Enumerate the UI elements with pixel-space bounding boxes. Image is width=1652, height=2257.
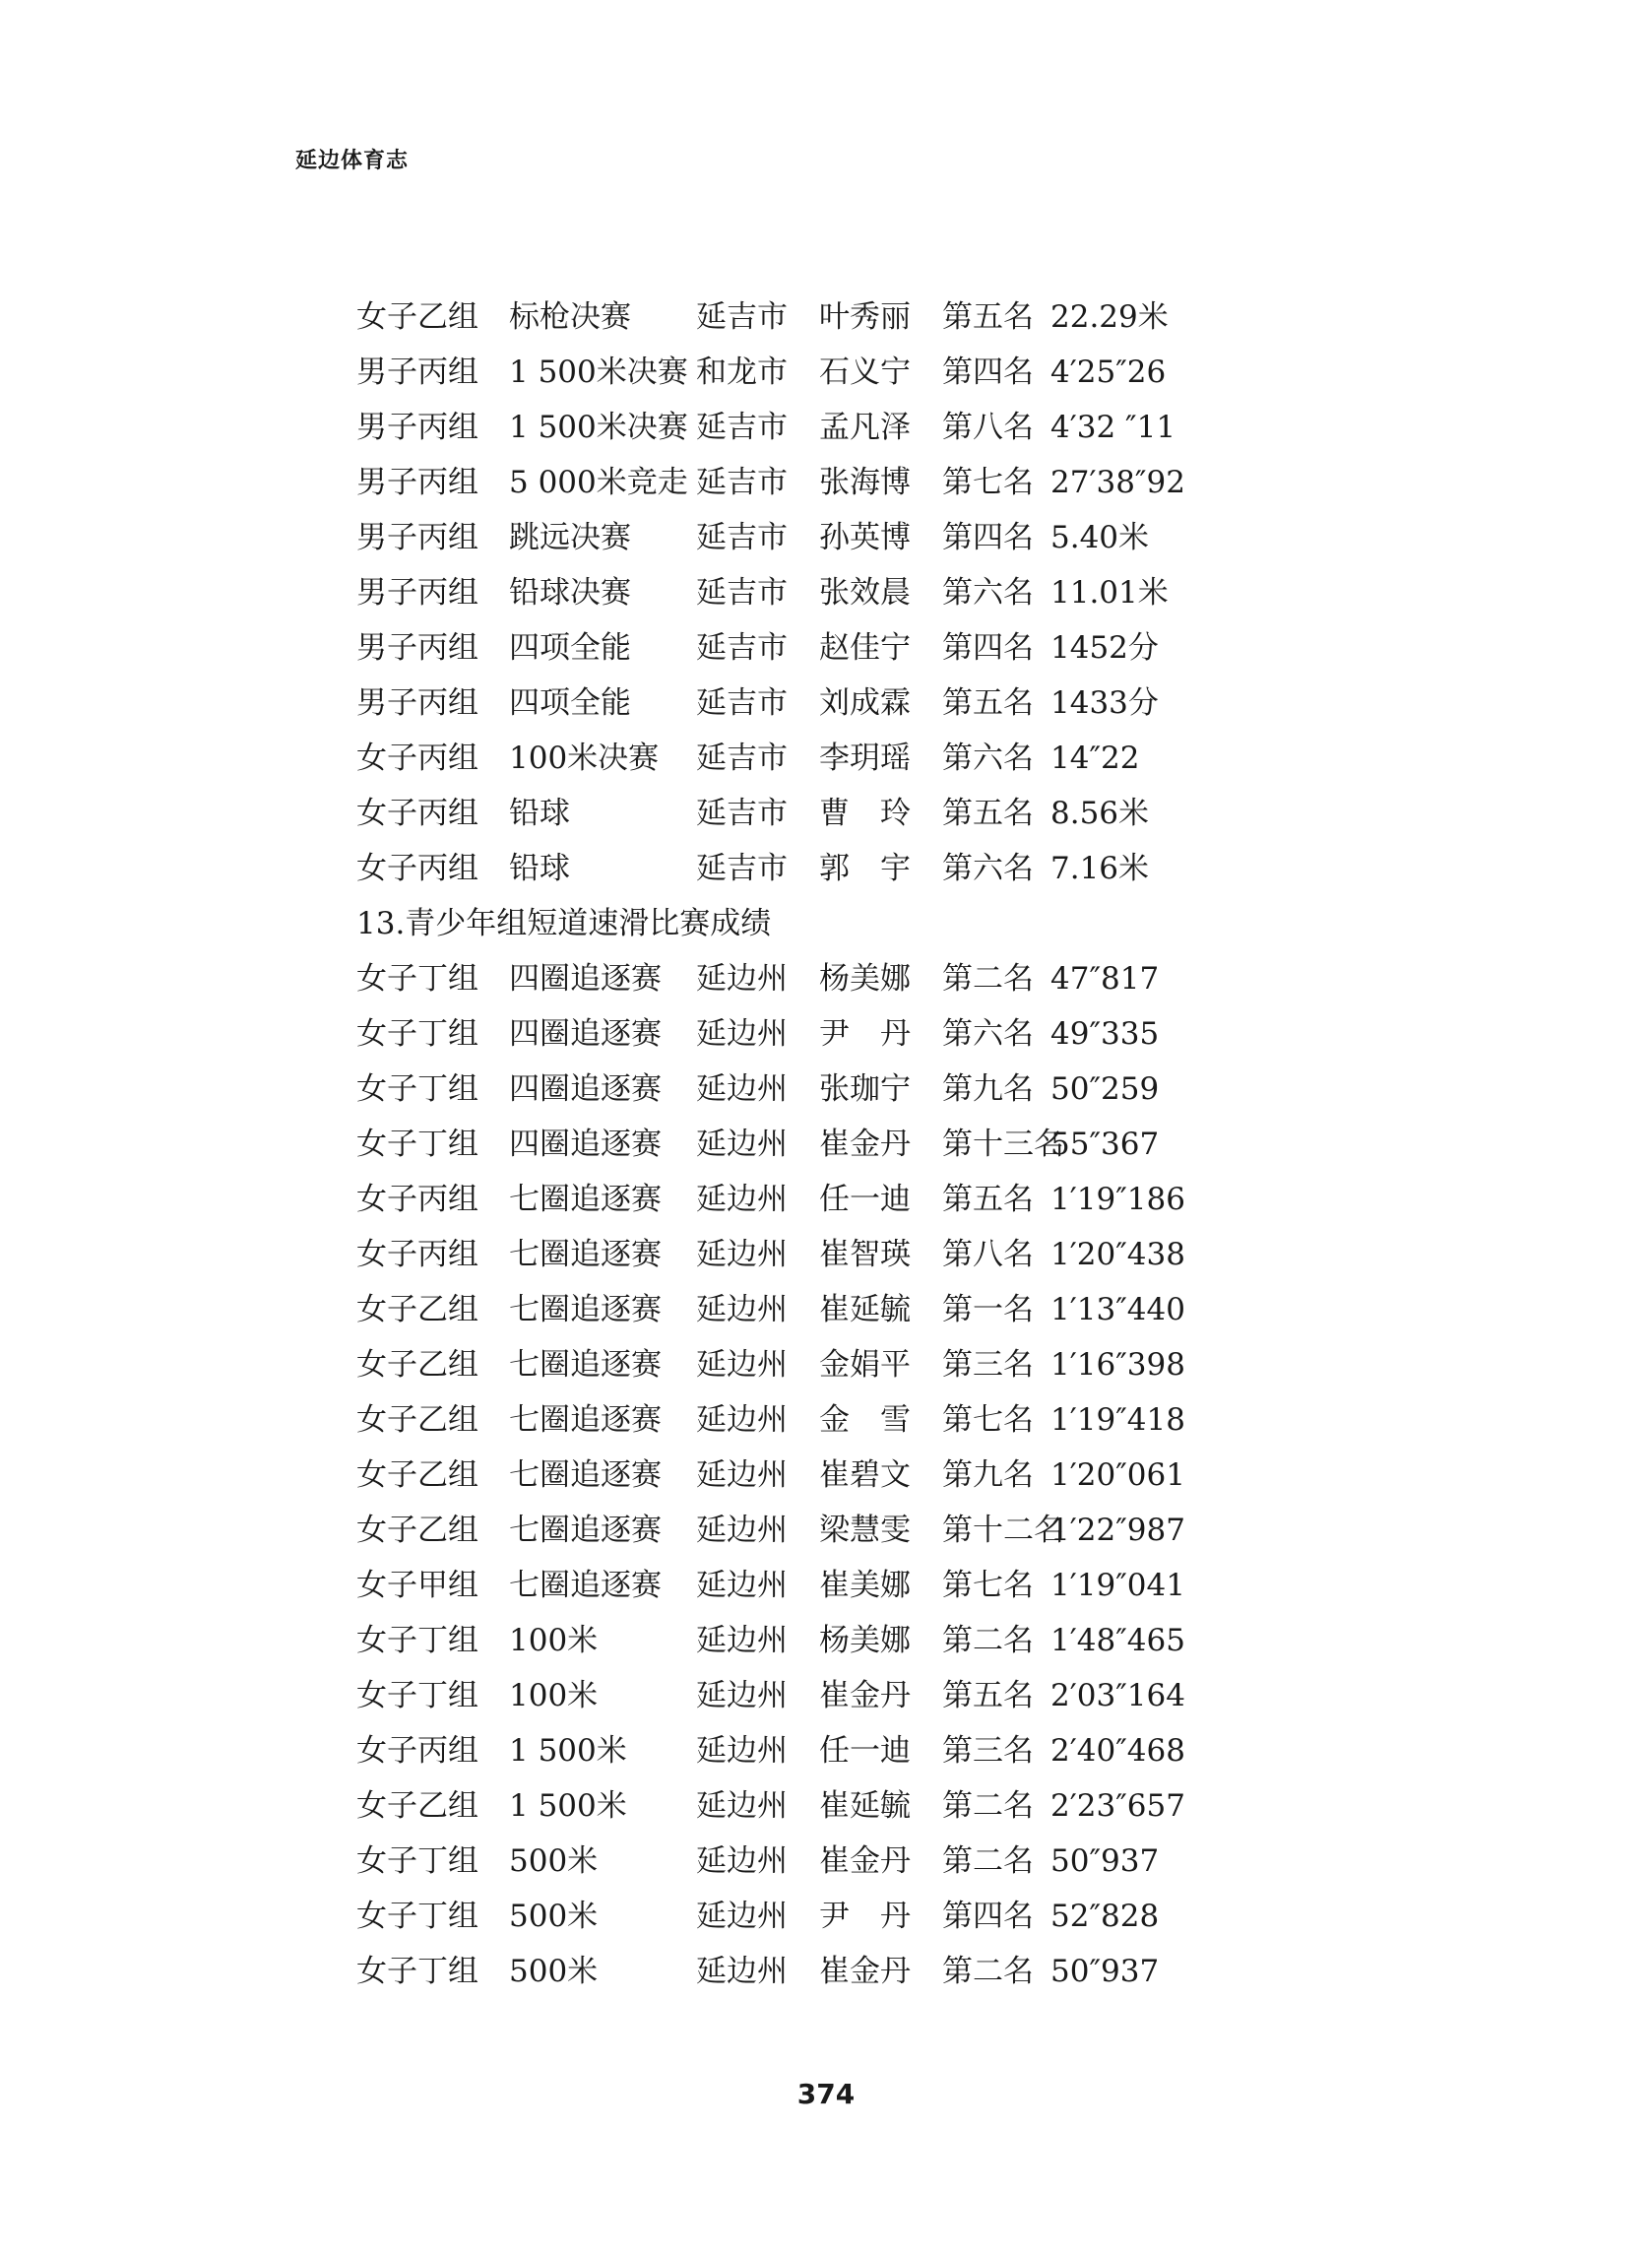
event-cell: 500米 bbox=[509, 1899, 599, 1934]
unit-cell: 延边州 bbox=[696, 1127, 788, 1162]
result-row bbox=[356, 1503, 1341, 1558]
result-cell: 49″335 bbox=[1050, 1016, 1160, 1052]
unit-cell: 延吉市 bbox=[696, 465, 788, 500]
place-cell: 第八名 bbox=[942, 410, 1034, 445]
event-cell: 1 500米 bbox=[509, 1733, 627, 1769]
athlete-name-cell: 崔金丹 bbox=[819, 1843, 911, 1879]
event-cell: 100米决赛 bbox=[509, 741, 660, 776]
place-cell: 第六名 bbox=[942, 1016, 1034, 1052]
event-cell: 铅球 bbox=[509, 851, 570, 886]
result-cell: 22.29米 bbox=[1050, 299, 1169, 335]
athlete-name-cell: 张海博 bbox=[819, 465, 911, 500]
result-cell: 1′16″398 bbox=[1050, 1347, 1185, 1383]
athlete-name-cell: 尹 丹 bbox=[819, 1899, 911, 1934]
group-cell: 女子丁组 bbox=[356, 1127, 478, 1162]
result-row bbox=[356, 510, 1341, 565]
group-cell: 女子乙组 bbox=[356, 1292, 478, 1327]
athlete-name-cell: 崔延毓 bbox=[819, 1292, 911, 1327]
result-cell: 14″22 bbox=[1050, 741, 1140, 776]
unit-cell: 延边州 bbox=[696, 1733, 788, 1769]
event-cell: 四圈追逐赛 bbox=[509, 1016, 662, 1052]
group-cell: 女子甲组 bbox=[356, 1568, 478, 1603]
result-cell: 1′13″440 bbox=[1050, 1292, 1185, 1327]
event-cell: 标枪决赛 bbox=[509, 299, 631, 335]
athlete-name-cell: 张珈宁 bbox=[819, 1071, 911, 1107]
result-row bbox=[356, 1613, 1341, 1668]
event-cell: 七圈追逐赛 bbox=[509, 1347, 662, 1383]
result-row bbox=[356, 1392, 1341, 1448]
result-cell: 11.01米 bbox=[1050, 575, 1169, 611]
event-cell: 500米 bbox=[509, 1954, 599, 1989]
result-row bbox=[356, 455, 1341, 510]
result-row bbox=[356, 400, 1341, 455]
unit-cell: 延吉市 bbox=[696, 851, 788, 886]
place-cell: 第六名 bbox=[942, 741, 1034, 776]
group-cell: 男子丙组 bbox=[356, 520, 478, 555]
result-row bbox=[356, 951, 1341, 1006]
athlete-name-cell: 崔延毓 bbox=[819, 1788, 911, 1824]
unit-cell: 延吉市 bbox=[696, 741, 788, 776]
group-cell: 男子丙组 bbox=[356, 410, 478, 445]
athlete-name-cell: 崔美娜 bbox=[819, 1568, 911, 1603]
athlete-name-cell: 金娟平 bbox=[819, 1347, 911, 1383]
result-cell: 1433分 bbox=[1050, 685, 1159, 721]
group-cell: 女子丙组 bbox=[356, 741, 478, 776]
place-cell: 第四名 bbox=[942, 520, 1034, 555]
result-cell: 7.16米 bbox=[1050, 851, 1150, 886]
place-cell: 第五名 bbox=[942, 1182, 1034, 1217]
place-cell: 第六名 bbox=[942, 851, 1034, 886]
place-cell: 第五名 bbox=[942, 1678, 1034, 1713]
result-cell: 1′19″418 bbox=[1050, 1402, 1185, 1438]
result-row bbox=[356, 1282, 1341, 1337]
group-cell: 女子丙组 bbox=[356, 851, 478, 886]
unit-cell: 延边州 bbox=[696, 1843, 788, 1879]
athlete-name-cell: 孙英博 bbox=[819, 520, 911, 555]
event-cell: 四圈追逐赛 bbox=[509, 1071, 662, 1107]
event-cell: 七圈追逐赛 bbox=[509, 1457, 662, 1493]
group-cell: 女子丁组 bbox=[356, 1016, 478, 1052]
athlete-name-cell: 郭 宇 bbox=[819, 851, 911, 886]
athlete-name-cell: 尹 丹 bbox=[819, 1016, 911, 1052]
unit-cell: 延边州 bbox=[696, 1237, 788, 1272]
event-cell: 七圈追逐赛 bbox=[509, 1513, 662, 1548]
unit-cell: 延吉市 bbox=[696, 685, 788, 721]
result-cell: 50″937 bbox=[1050, 1954, 1160, 1989]
event-cell: 跳远决赛 bbox=[509, 520, 631, 555]
group-cell: 女子丙组 bbox=[356, 1733, 478, 1769]
results-list bbox=[356, 290, 1341, 1999]
athlete-name-cell: 李玥瑶 bbox=[819, 741, 911, 776]
result-cell: 47″817 bbox=[1050, 961, 1160, 997]
result-row bbox=[356, 676, 1341, 731]
result-cell: 55″367 bbox=[1050, 1127, 1160, 1162]
result-cell: 52″828 bbox=[1050, 1899, 1160, 1934]
place-cell: 第五名 bbox=[942, 796, 1034, 831]
result-row bbox=[356, 1778, 1341, 1834]
result-cell: 2′40″468 bbox=[1050, 1733, 1185, 1769]
place-cell: 第二名 bbox=[942, 1954, 1034, 1989]
result-row bbox=[356, 841, 1341, 896]
event-cell: 1 500米 bbox=[509, 1788, 627, 1824]
event-cell: 四项全能 bbox=[509, 685, 631, 721]
result-cell: 1′20″061 bbox=[1050, 1457, 1185, 1493]
place-cell: 第七名 bbox=[942, 1402, 1034, 1438]
unit-cell: 延吉市 bbox=[696, 630, 788, 666]
result-row bbox=[356, 786, 1341, 841]
event-cell: 四圈追逐赛 bbox=[509, 1127, 662, 1162]
athlete-name-cell: 杨美娜 bbox=[819, 1623, 911, 1658]
place-cell: 第五名 bbox=[942, 299, 1034, 335]
unit-cell: 延边州 bbox=[696, 961, 788, 997]
athletics-results bbox=[356, 290, 1341, 896]
result-row bbox=[356, 1006, 1341, 1062]
group-cell: 女子丁组 bbox=[356, 1623, 478, 1658]
group-cell: 男子丙组 bbox=[356, 575, 478, 611]
event-cell: 100米 bbox=[509, 1623, 599, 1658]
group-cell: 女子丁组 bbox=[356, 961, 478, 997]
result-row bbox=[356, 1117, 1341, 1172]
page-number: 374 bbox=[796, 2078, 856, 2110]
place-cell: 第三名 bbox=[942, 1347, 1034, 1383]
result-cell: 1′19″041 bbox=[1050, 1568, 1185, 1603]
unit-cell: 和龙市 bbox=[696, 355, 788, 390]
unit-cell: 延边州 bbox=[696, 1623, 788, 1658]
result-row bbox=[356, 1062, 1341, 1117]
result-row bbox=[356, 1668, 1341, 1723]
result-cell: 5.40米 bbox=[1050, 520, 1150, 555]
place-cell: 第二名 bbox=[942, 1843, 1034, 1879]
result-cell: 1452分 bbox=[1050, 630, 1159, 666]
athlete-name-cell: 梁慧雯 bbox=[819, 1513, 911, 1548]
unit-cell: 延边州 bbox=[696, 1016, 788, 1052]
place-cell: 第二名 bbox=[942, 1623, 1034, 1658]
event-cell: 5 000米竞走 bbox=[509, 465, 688, 500]
event-cell: 100米 bbox=[509, 1678, 599, 1713]
group-cell: 女子丙组 bbox=[356, 1182, 478, 1217]
place-cell: 第二名 bbox=[942, 1788, 1034, 1824]
result-row bbox=[356, 1448, 1341, 1503]
unit-cell: 延边州 bbox=[696, 1457, 788, 1493]
group-cell: 男子丙组 bbox=[356, 465, 478, 500]
result-row bbox=[356, 1889, 1341, 1944]
group-cell: 女子乙组 bbox=[356, 1402, 478, 1438]
result-row bbox=[356, 1723, 1341, 1778]
unit-cell: 延边州 bbox=[696, 1678, 788, 1713]
group-cell: 女子丁组 bbox=[356, 1071, 478, 1107]
result-row bbox=[356, 1944, 1341, 1999]
result-row bbox=[356, 565, 1341, 620]
place-cell: 第九名 bbox=[942, 1457, 1034, 1493]
athlete-name-cell: 张效晨 bbox=[819, 575, 911, 611]
result-cell: 50″259 bbox=[1050, 1071, 1160, 1107]
unit-cell: 延边州 bbox=[696, 1568, 788, 1603]
running-header: 延边体育志 bbox=[295, 149, 410, 173]
athlete-name-cell: 叶秀丽 bbox=[819, 299, 911, 335]
result-row bbox=[356, 345, 1341, 400]
group-cell: 男子丙组 bbox=[356, 630, 478, 666]
unit-cell: 延吉市 bbox=[696, 575, 788, 611]
result-row bbox=[356, 290, 1341, 345]
place-cell: 第六名 bbox=[942, 575, 1034, 611]
place-cell: 第二名 bbox=[942, 961, 1034, 997]
group-cell: 女子乙组 bbox=[356, 299, 478, 335]
result-cell: 4′25″26 bbox=[1050, 355, 1167, 390]
athlete-name-cell: 金 雪 bbox=[819, 1402, 911, 1438]
athlete-name-cell: 崔金丹 bbox=[819, 1127, 911, 1162]
event-cell: 1 500米决赛 bbox=[509, 355, 688, 390]
place-cell: 第五名 bbox=[942, 685, 1034, 721]
group-cell: 女子乙组 bbox=[356, 1457, 478, 1493]
place-cell: 第七名 bbox=[942, 465, 1034, 500]
result-cell: 27′38″92 bbox=[1050, 465, 1185, 500]
place-cell: 第四名 bbox=[942, 355, 1034, 390]
result-cell: 8.56米 bbox=[1050, 796, 1150, 831]
event-cell: 七圈追逐赛 bbox=[509, 1402, 662, 1438]
unit-cell: 延边州 bbox=[696, 1899, 788, 1934]
place-cell: 第一名 bbox=[942, 1292, 1034, 1327]
unit-cell: 延边州 bbox=[696, 1347, 788, 1383]
place-cell: 第七名 bbox=[942, 1568, 1034, 1603]
place-cell: 第四名 bbox=[942, 630, 1034, 666]
group-cell: 女子丁组 bbox=[356, 1678, 478, 1713]
place-cell: 第十二名 bbox=[942, 1513, 1064, 1548]
athlete-name-cell: 崔金丹 bbox=[819, 1678, 911, 1713]
athlete-name-cell: 曹 玲 bbox=[819, 796, 911, 831]
result-row bbox=[356, 1172, 1341, 1227]
event-cell: 七圈追逐赛 bbox=[509, 1182, 662, 1217]
result-row bbox=[356, 731, 1341, 786]
event-cell: 铅球 bbox=[509, 796, 570, 831]
result-cell: 1′19″186 bbox=[1050, 1182, 1185, 1217]
unit-cell: 延边州 bbox=[696, 1182, 788, 1217]
result-cell: 1′20″438 bbox=[1050, 1237, 1185, 1272]
place-cell: 第十三名 bbox=[942, 1127, 1064, 1162]
group-cell: 女子丁组 bbox=[356, 1843, 478, 1879]
athlete-name-cell: 崔金丹 bbox=[819, 1954, 911, 1989]
athlete-name-cell: 杨美娜 bbox=[819, 961, 911, 997]
event-cell: 四圈追逐赛 bbox=[509, 961, 662, 997]
place-cell: 第三名 bbox=[942, 1733, 1034, 1769]
result-cell: 1′48″465 bbox=[1050, 1623, 1185, 1658]
group-cell: 女子丙组 bbox=[356, 796, 478, 831]
result-cell: 1′22″987 bbox=[1050, 1513, 1185, 1548]
event-cell: 七圈追逐赛 bbox=[509, 1237, 662, 1272]
event-cell: 1 500米决赛 bbox=[509, 410, 688, 445]
unit-cell: 延边州 bbox=[696, 1071, 788, 1107]
section-heading: 13.青少年组短道速滑比赛成绩 bbox=[356, 906, 772, 941]
group-cell: 女子乙组 bbox=[356, 1513, 478, 1548]
group-cell: 女子丁组 bbox=[356, 1954, 478, 1989]
result-row bbox=[356, 1834, 1341, 1889]
athlete-name-cell: 任一迪 bbox=[819, 1182, 911, 1217]
result-cell: 4′32 ″11 bbox=[1050, 410, 1176, 445]
group-cell: 女子丁组 bbox=[356, 1899, 478, 1934]
group-cell: 女子乙组 bbox=[356, 1788, 478, 1824]
unit-cell: 延吉市 bbox=[696, 796, 788, 831]
speed-skating-results bbox=[356, 951, 1341, 1999]
place-cell: 第八名 bbox=[942, 1237, 1034, 1272]
group-cell: 女子丙组 bbox=[356, 1237, 478, 1272]
athlete-name-cell: 孟凡泽 bbox=[819, 410, 911, 445]
group-cell: 女子乙组 bbox=[356, 1347, 478, 1383]
unit-cell: 延吉市 bbox=[696, 410, 788, 445]
athlete-name-cell: 石义宁 bbox=[819, 355, 911, 390]
result-cell: 50″937 bbox=[1050, 1843, 1160, 1879]
unit-cell: 延吉市 bbox=[696, 520, 788, 555]
unit-cell: 延边州 bbox=[696, 1954, 788, 1989]
result-row bbox=[356, 1227, 1341, 1282]
result-cell: 2′03″164 bbox=[1050, 1678, 1185, 1713]
event-cell: 七圈追逐赛 bbox=[509, 1568, 662, 1603]
group-cell: 男子丙组 bbox=[356, 685, 478, 721]
result-row bbox=[356, 620, 1341, 676]
athlete-name-cell: 崔智瑛 bbox=[819, 1237, 911, 1272]
place-cell: 第九名 bbox=[942, 1071, 1034, 1107]
place-cell: 第四名 bbox=[942, 1899, 1034, 1934]
group-cell: 男子丙组 bbox=[356, 355, 478, 390]
result-row bbox=[356, 1337, 1341, 1392]
unit-cell: 延边州 bbox=[696, 1292, 788, 1327]
result-row bbox=[356, 1558, 1341, 1613]
unit-cell: 延边州 bbox=[696, 1513, 788, 1548]
athlete-name-cell: 崔碧文 bbox=[819, 1457, 911, 1493]
unit-cell: 延边州 bbox=[696, 1402, 788, 1438]
athlete-name-cell: 任一迪 bbox=[819, 1733, 911, 1769]
event-cell: 四项全能 bbox=[509, 630, 631, 666]
event-cell: 七圈追逐赛 bbox=[509, 1292, 662, 1327]
event-cell: 铅球决赛 bbox=[509, 575, 631, 611]
result-cell: 2′23″657 bbox=[1050, 1788, 1185, 1824]
athlete-name-cell: 刘成霖 bbox=[819, 685, 911, 721]
unit-cell: 延吉市 bbox=[696, 299, 788, 335]
unit-cell: 延边州 bbox=[696, 1788, 788, 1824]
event-cell: 500米 bbox=[509, 1843, 599, 1879]
athlete-name-cell: 赵佳宁 bbox=[819, 630, 911, 666]
